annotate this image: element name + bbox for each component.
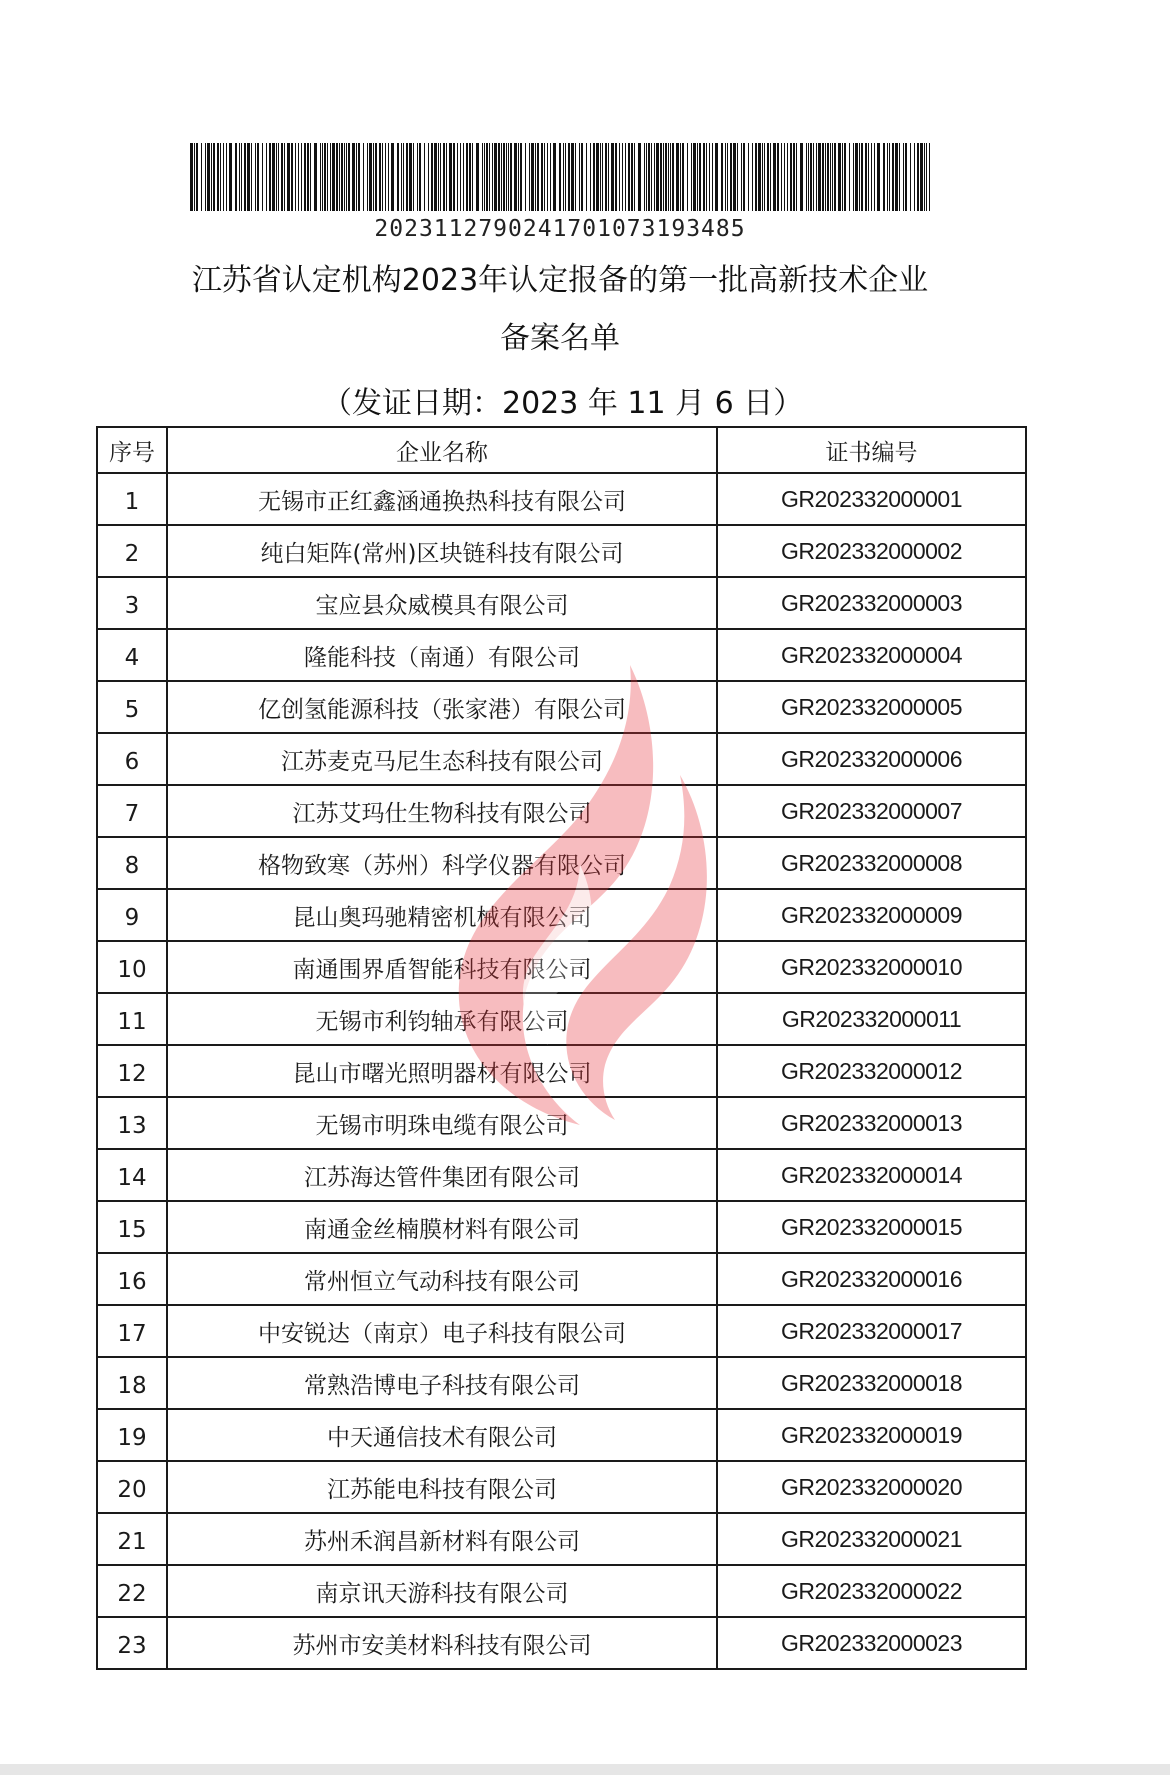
table-row [97, 941, 1026, 993]
company-name: 中安锐达（南京）电子科技有限公司 [167, 1305, 717, 1357]
row-number: 14 [97, 1149, 167, 1201]
certificate-number: GR202332000006 [717, 733, 1026, 785]
table-row [97, 889, 1026, 941]
company-name: 亿创氢能源科技（张家港）有限公司 [167, 681, 717, 733]
table-row [97, 1149, 1026, 1201]
row-number: 18 [97, 1357, 167, 1409]
table-row [97, 1253, 1026, 1305]
barcode-number: 20231127902417010731934​85 [374, 216, 746, 242]
certificate-number: GR202332000022 [717, 1565, 1026, 1617]
certificate-number: GR202332000020 [717, 1461, 1026, 1513]
certificate-number: GR202332000001 [717, 473, 1026, 525]
company-name: 江苏海达管件集团有限公司 [167, 1149, 717, 1201]
company-name: 江苏艾玛仕生物科技有限公司 [167, 785, 717, 837]
company-name: 无锡市利钧轴承有限公司 [167, 993, 717, 1045]
table-row [97, 681, 1026, 733]
row-number: 4 [97, 629, 167, 681]
table-row [97, 785, 1026, 837]
row-number: 6 [97, 733, 167, 785]
certificate-number: GR202332000008 [717, 837, 1026, 889]
row-number: 7 [97, 785, 167, 837]
column-header-cert: 证书编号 [717, 427, 1026, 473]
certificate-number: GR202332000004 [717, 629, 1026, 681]
certificate-number: GR202332000011 [717, 993, 1026, 1045]
row-number: 19 [97, 1409, 167, 1461]
table-row [97, 1305, 1026, 1357]
table-row [97, 629, 1026, 681]
page-bottom-edge [0, 1764, 1170, 1775]
certificate-number: GR202332000016 [717, 1253, 1026, 1305]
row-number: 21 [97, 1513, 167, 1565]
company-name: 中天通信技术有限公司 [167, 1409, 717, 1461]
certificate-number: GR202332000007 [717, 785, 1026, 837]
row-number: 17 [97, 1305, 167, 1357]
company-name: 江苏能电科技有限公司 [167, 1461, 717, 1513]
column-header-name: 企业名称 [167, 427, 717, 473]
barcode-icon [190, 143, 930, 211]
company-name: 南通围界盾智能科技有限公司 [167, 941, 717, 993]
certificate-number: GR202332000009 [717, 889, 1026, 941]
table-row [97, 733, 1026, 785]
company-name: 纯白矩阵(常州)区块链科技有限公司 [167, 525, 717, 577]
row-number: 23 [97, 1617, 167, 1669]
certificate-number: GR202332000005 [717, 681, 1026, 733]
table-row [97, 577, 1026, 629]
company-name: 南京讯天游科技有限公司 [167, 1565, 717, 1617]
table-row [97, 1097, 1026, 1149]
row-number: 12 [97, 1045, 167, 1097]
company-name: 江苏麦克马尼生态科技有限公司 [167, 733, 717, 785]
row-number: 15 [97, 1201, 167, 1253]
table-row [97, 1617, 1026, 1669]
table-row [97, 525, 1026, 577]
certificate-number: GR202332000017 [717, 1305, 1026, 1357]
table-row [97, 1565, 1026, 1617]
table-row [97, 1461, 1026, 1513]
company-name: 常熟浩博电子科技有限公司 [167, 1357, 717, 1409]
row-number: 2 [97, 525, 167, 577]
company-name: 昆山奥玛驰精密机械有限公司 [167, 889, 717, 941]
table-header-row [97, 427, 1026, 473]
company-name: 无锡市明珠电缆有限公司 [167, 1097, 717, 1149]
company-name: 常州恒立气动科技有限公司 [167, 1253, 717, 1305]
company-name: 苏州禾润昌新材料有限公司 [167, 1513, 717, 1565]
row-number: 13 [97, 1097, 167, 1149]
company-name: 隆能科技（南通）有限公司 [167, 629, 717, 681]
certificate-number: GR202332000018 [717, 1357, 1026, 1409]
certificate-number: GR202332000023 [717, 1617, 1026, 1669]
row-number: 1 [97, 473, 167, 525]
company-name: 昆山市曙光照明器材有限公司 [167, 1045, 717, 1097]
certificate-number: GR202332000013 [717, 1097, 1026, 1149]
company-name: 南通金丝楠膜材料有限公司 [167, 1201, 717, 1253]
enterprise-table [96, 426, 1027, 1670]
certificate-number: GR202332000015 [717, 1201, 1026, 1253]
certificate-number: GR202332000014 [717, 1149, 1026, 1201]
row-number: 11 [97, 993, 167, 1045]
document-subtitle: 备案名单 [500, 321, 620, 356]
row-number: 3 [97, 577, 167, 629]
certificate-number: GR202332000010 [717, 941, 1026, 993]
certificate-number: GR202332000003 [717, 577, 1026, 629]
table-row [97, 1513, 1026, 1565]
table-row [97, 1201, 1026, 1253]
row-number: 8 [97, 837, 167, 889]
company-name: 宝应县众威模具有限公司 [167, 577, 717, 629]
row-number: 10 [97, 941, 167, 993]
table-row [97, 1045, 1026, 1097]
company-name: 格物致寒（苏州）科学仪器有限公司 [167, 837, 717, 889]
issue-date: （发证日期：2023 年 11 月 6 日） [322, 386, 804, 421]
row-number: 5 [97, 681, 167, 733]
table-row [97, 473, 1026, 525]
table-row [97, 993, 1026, 1045]
row-number: 22 [97, 1565, 167, 1617]
certificate-number: GR202332000019 [717, 1409, 1026, 1461]
table-row [97, 837, 1026, 889]
column-header-no: 序号 [97, 427, 167, 473]
document-title: 江苏省认定机构2023年认定报备的第一批高新技术企业 [191, 263, 929, 298]
certificate-number: GR202332000012 [717, 1045, 1026, 1097]
table-row [97, 1409, 1026, 1461]
row-number: 20 [97, 1461, 167, 1513]
company-name: 苏州市安美材料科技有限公司 [167, 1617, 717, 1669]
row-number: 16 [97, 1253, 167, 1305]
certificate-number: GR202332000021 [717, 1513, 1026, 1565]
row-number: 9 [97, 889, 167, 941]
company-name: 无锡市正红鑫涵通换热科技有限公司 [167, 473, 717, 525]
table-row [97, 1357, 1026, 1409]
certificate-number: GR202332000002 [717, 525, 1026, 577]
